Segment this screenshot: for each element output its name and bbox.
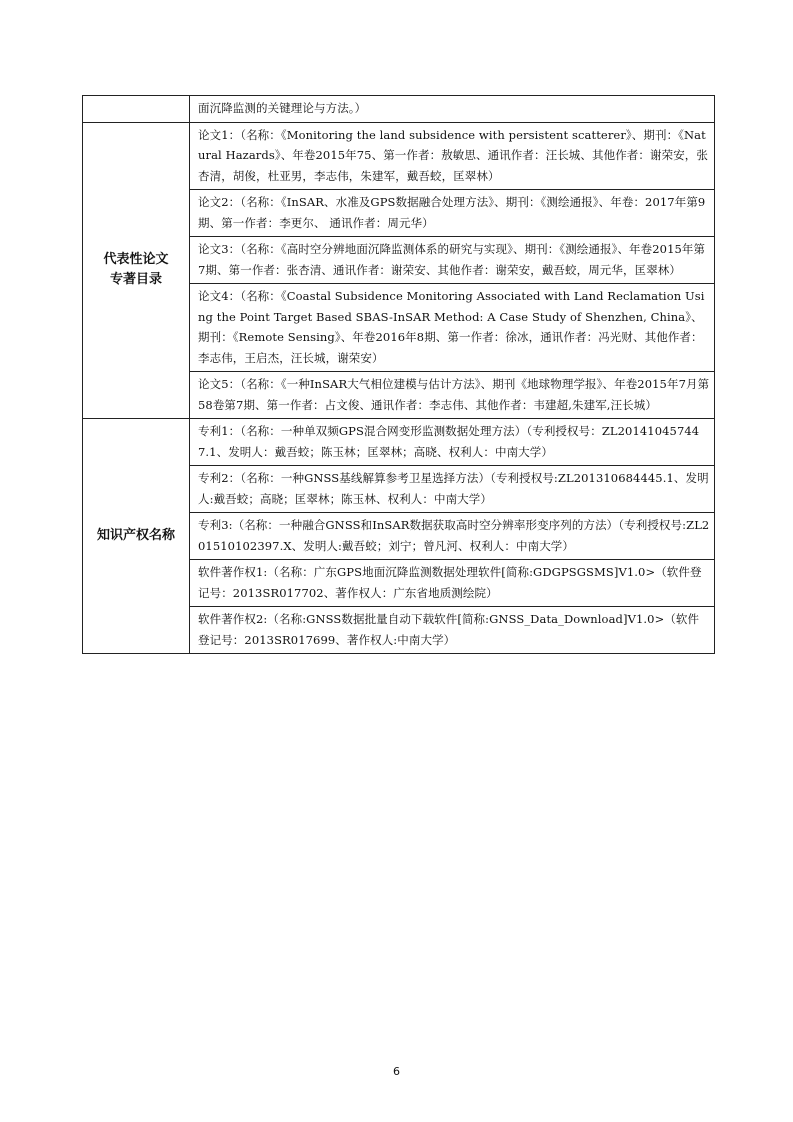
paper-entry-2: 论文2：（名称：《InSAR、水准及GPS数据融合处理方法》、期刊：《测绘通报》、年卷：2017年第9期、第一作者：李更尔、 通讯作者：周元华） bbox=[190, 190, 715, 237]
software-copyright-2: 软件著作权2:（名称:GNSS数据批量自动下载软件[简称:GNSS_Data_Download]V1.0>（软件登记号：2013SR017699、著作权人:中南大学） bbox=[190, 607, 715, 654]
ip-section-label: 知识产权名称 bbox=[83, 419, 190, 654]
papers-section-label bbox=[83, 122, 190, 419]
table-row bbox=[83, 419, 715, 466]
empty-label-cell bbox=[83, 96, 190, 123]
patent-entry-1: 专利1：（名称：一种单双频GPS混合网变形监测数据处理方法）（专利授权号：ZL201410457447.1、发明人：戴吾蛟；陈玉林；匡翠林；高晓、权利人：中南大学） bbox=[190, 419, 715, 466]
info-table bbox=[82, 95, 715, 654]
patent-entry-2: 专利2：（名称：一种GNSS基线解算参考卫星选择方法）（专利授权号:ZL201310684445.1、发明人:戴吾蛟；高晓；匡翠林；陈玉林、权利人：中南大学） bbox=[190, 466, 715, 513]
papers-label-line1: 代表性论文 bbox=[103, 252, 169, 268]
patent-entry-3: 专利3:（名称：一种融合GNSS和InSAR数据获取高时空分辨率形变序列的方法）（专利授权号:ZL201510102397.X、发明人:戴吾蛟；刘宁；曾凡河、权利人：中南大学） bbox=[190, 513, 715, 560]
page-number: 6 bbox=[393, 1065, 400, 1078]
table-row bbox=[83, 122, 715, 190]
paper-entry-5: 论文5：（名称：《一种InSAR大气相位建模与估计方法》、期刊《地球物理学报》、年卷2015年7月第58卷第7期、第一作者：占文俊、通讯作者：李志伟、其他作者：韦建超,朱建军,汪长城） bbox=[190, 372, 715, 419]
papers-label-line2: 专著目录 bbox=[109, 272, 162, 288]
paper-entry-3: 论文3：（名称：《高时空分辨地面沉降监测体系的研究与实现》、期刊：《测绘通报》、年卷2015年第7期、第一作者：张杏清、通讯作者：谢荣安、其他作者：谢荣安，戴吾蛟，周元华，匡翠林） bbox=[190, 237, 715, 284]
software-copyright-1: 软件著作权1:（名称：广东GPS地面沉降监测数据处理软件[简称:GDGPSGSMS]V1.0>（软件登记号：2013SR017702、著作权人：广东省地质测绘院） bbox=[190, 560, 715, 607]
paper-entry-1: 论文1：（名称：《Monitoring the land subsidence with persistent scatterer》、期刊：《Natural Hazards》、年卷2015年75、第一作者：敖敏思、通讯作者：汪长城、其他作者：谢荣安，张杏清，胡俊，杜亚男，李志伟，朱建军，戴吾蛟，匡翠林） bbox=[190, 122, 715, 190]
paper-entry-4: 论文4：（名称：《Coastal Subsidence Monitoring Associated with Land Reclamation Using the Point Target Based SBAS-InSAR Method: A Case Study of Shenzhen, China》、期刊：《Remote Sensing》、年卷2016年8期、第一作者：徐冰，通讯作者：冯光财、其他作者：李志伟，王启杰，汪长城，谢荣安） bbox=[190, 284, 715, 372]
table-row bbox=[83, 96, 715, 123]
continuation-text: 面沉降监测的关键理论与方法。） bbox=[190, 96, 715, 123]
